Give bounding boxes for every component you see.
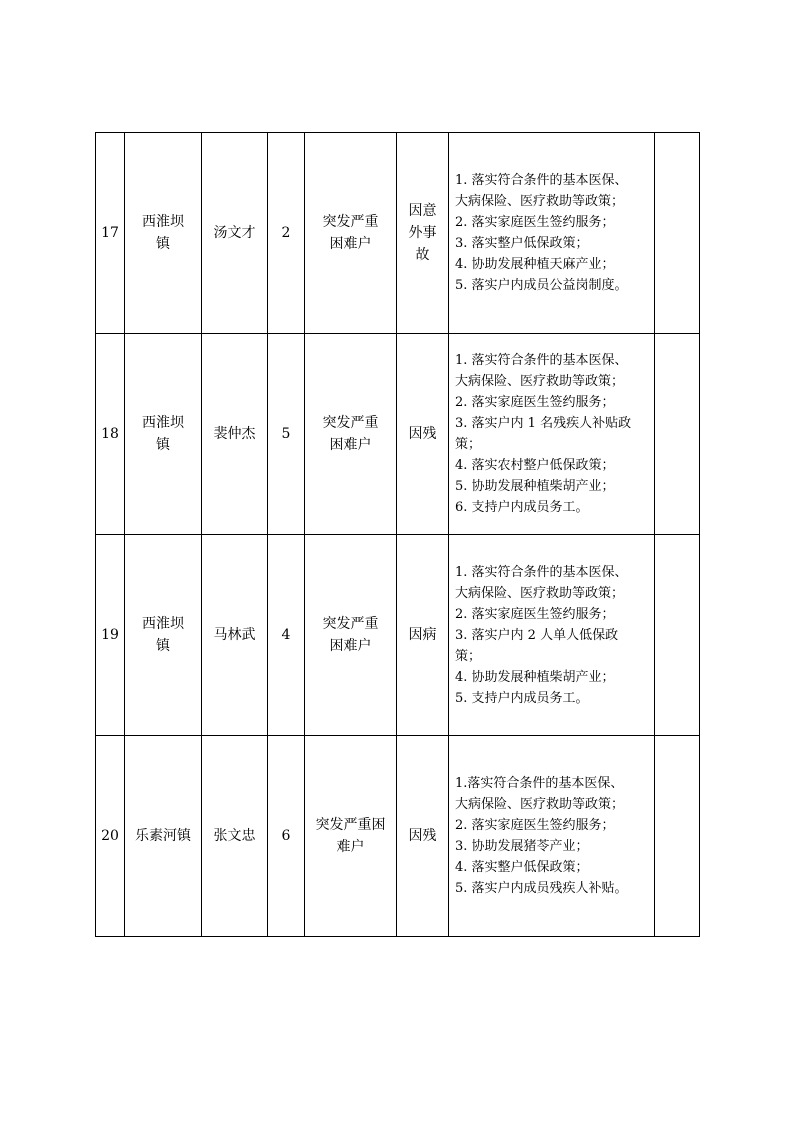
cell-measures <box>449 535 655 736</box>
cell-measures-line: 2. 落实家庭医生签约服务； <box>455 215 615 230</box>
cell-cause-line: 因病 <box>408 627 437 643</box>
cell-measures-line: 1. 落实符合条件的基本医保、 <box>455 564 628 580</box>
cell-cause-line: 因残 <box>408 828 437 844</box>
cell-name: 马林武 <box>202 535 268 736</box>
cell-town-line: 西淮坝 <box>142 616 184 632</box>
cell-town-line: 镇 <box>156 437 170 453</box>
cell-cause <box>397 535 449 736</box>
table-row <box>96 334 700 535</box>
cell-measures <box>449 736 655 937</box>
cell-cause-line: 故 <box>415 247 430 263</box>
cell-name: 汤文才 <box>202 133 268 334</box>
cell-household-size: 6 <box>268 736 305 937</box>
cell-measures-line: 大病保险、医疗救助等政策； <box>455 585 625 601</box>
cell-note <box>655 535 700 736</box>
cell-measures-line: 1.落实符合条件的基本医保、 <box>455 776 624 791</box>
cell-measures-line: 5. 落实户内成员公益岗制度。 <box>455 278 628 293</box>
cell-measures-line: 5. 支持户内成员务工。 <box>455 690 589 706</box>
cell-number: 17 <box>96 133 125 334</box>
cell-measures-line: 4. 协助发展种植天麻产业； <box>455 257 615 272</box>
cell-town-line: 西淮坝 <box>142 214 184 230</box>
cell-cause-line: 外事 <box>408 225 437 241</box>
cell-town-line: 西淮坝 <box>142 415 184 431</box>
cell-measures <box>449 334 655 535</box>
cell-measures-line: 2. 落实家庭医生签约服务； <box>455 818 615 833</box>
cell-name: 张文忠 <box>202 736 268 937</box>
cell-measures-line: 4. 协助发展种植柴胡产业； <box>455 669 615 685</box>
cell-measures-line: 2. 落实家庭医生签约服务； <box>455 606 615 622</box>
household-records-table <box>95 132 700 937</box>
cell-note <box>655 133 700 334</box>
cell-household-type <box>305 535 397 736</box>
cell-measures <box>449 133 655 334</box>
cell-town-line: 乐素河镇 <box>135 828 191 844</box>
cell-household-type-line: 突发严重困 <box>315 817 386 833</box>
cell-name: 裴仲杰 <box>202 334 268 535</box>
table-row <box>96 133 700 334</box>
table-row <box>96 535 700 736</box>
cell-town-line: 镇 <box>156 638 170 654</box>
cell-note <box>655 736 700 937</box>
cell-town <box>125 334 202 535</box>
cell-household-size: 5 <box>268 334 305 535</box>
cell-measures-line: 4. 落实农村整户低保政策； <box>455 458 615 473</box>
table-row <box>96 736 700 937</box>
cell-measures-line: 6. 支持户内成员务工。 <box>455 500 589 515</box>
cell-measures-line: 3. 落实户内 2 人单人低保政 <box>455 627 619 643</box>
cell-household-size: 4 <box>268 535 305 736</box>
cell-cause <box>397 736 449 937</box>
cell-number: 18 <box>96 334 125 535</box>
cell-measures-line: 1. 落实符合条件的基本医保、 <box>455 173 628 188</box>
cell-household-type-line: 难户 <box>336 839 365 855</box>
cell-town <box>125 133 202 334</box>
cell-measures-line: 策； <box>455 648 482 664</box>
cell-note <box>655 334 700 535</box>
cell-household-type <box>305 736 397 937</box>
cell-measures-line: 2. 落实家庭医生签约服务； <box>455 395 615 410</box>
cell-measures-line: 3. 落实整户低保政策； <box>455 236 589 251</box>
cell-measures-line: 5. 协助发展种植柴胡产业； <box>455 479 615 494</box>
cell-household-type-line: 困难户 <box>329 638 372 654</box>
cell-cause <box>397 133 449 334</box>
cell-household-type-line: 突发严重 <box>322 415 379 431</box>
cell-measures-line: 大病保险、医疗救助等政策； <box>455 797 625 812</box>
cell-town <box>125 535 202 736</box>
cell-household-type-line: 突发严重 <box>322 616 379 632</box>
cell-number: 19 <box>96 535 125 736</box>
cell-measures-line: 大病保险、医疗救助等政策； <box>455 374 625 389</box>
cell-measures-line: 策； <box>455 437 482 452</box>
cell-cause-line: 因残 <box>408 426 437 442</box>
cell-household-type-line: 困难户 <box>329 437 372 453</box>
cell-measures-line: 大病保险、医疗救助等政策； <box>455 194 625 209</box>
cell-household-type <box>305 334 397 535</box>
cell-household-type <box>305 133 397 334</box>
cell-town <box>125 736 202 937</box>
cell-household-type-line: 突发严重 <box>322 214 379 230</box>
cell-measures-line: 3. 落实户内 1 名残疾人补贴政 <box>455 416 632 431</box>
cell-measures-line: 3. 协助发展猪苓产业； <box>455 839 589 854</box>
table-body <box>96 133 700 937</box>
cell-measures-line: 4. 落实整户低保政策； <box>455 860 589 875</box>
cell-measures-line: 1. 落实符合条件的基本医保、 <box>455 353 628 368</box>
cell-household-type-line: 困难户 <box>329 236 372 252</box>
cell-number: 20 <box>96 736 125 937</box>
cell-cause <box>397 334 449 535</box>
cell-measures-line: 5. 落实户内成员残疾人补贴。 <box>455 881 628 896</box>
cell-household-size: 2 <box>268 133 305 334</box>
cell-town-line: 镇 <box>156 236 170 252</box>
cell-cause-line: 因意 <box>408 203 437 219</box>
